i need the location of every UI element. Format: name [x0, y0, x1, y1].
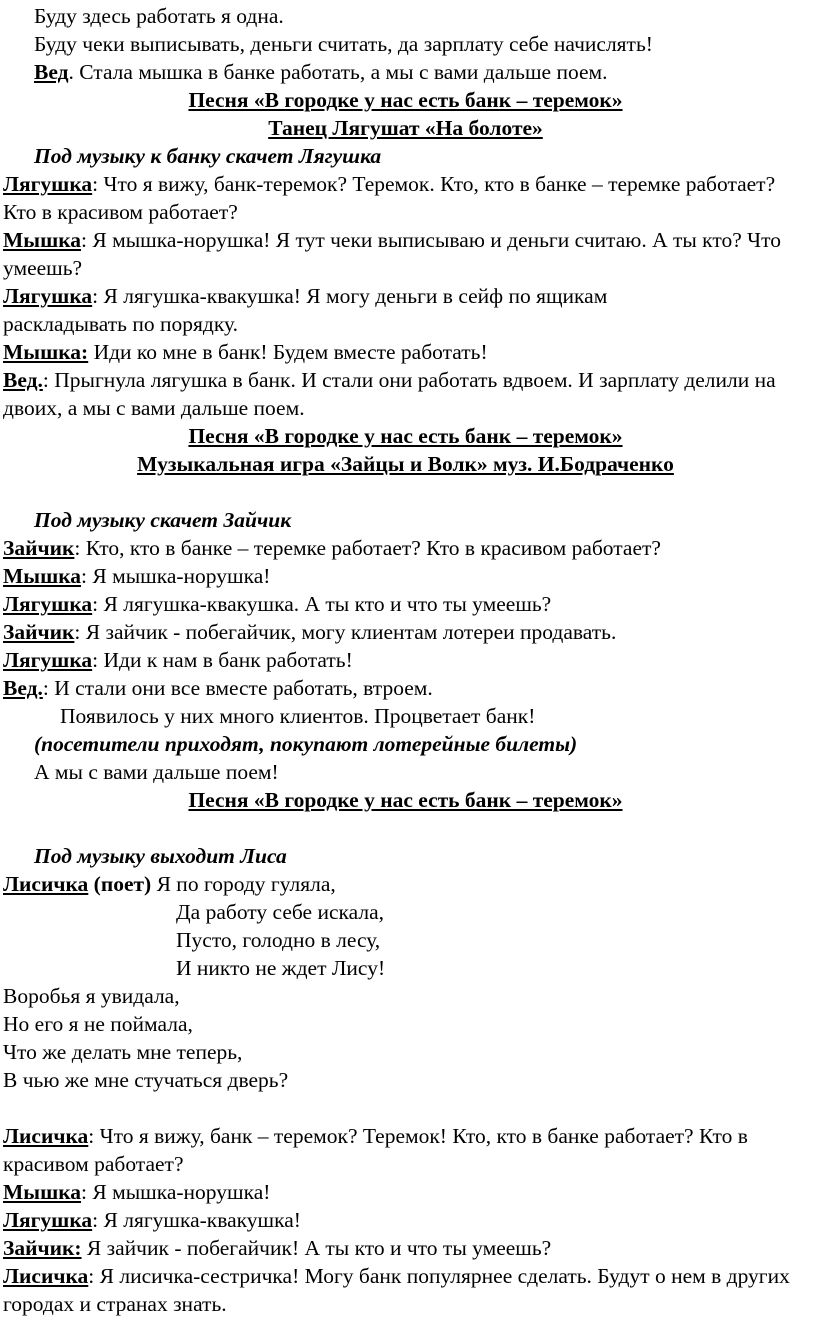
- speaker-name: Лягушка: [3, 648, 93, 672]
- line-text: Пусто, голодно в лесу,: [176, 928, 381, 952]
- speaker-separator: :: [42, 676, 49, 700]
- speaker-separator: :: [81, 564, 88, 588]
- blank-line: [3, 1094, 808, 1122]
- speech-line: [3, 170, 803, 226]
- blank-line: [3, 478, 808, 506]
- speaker-name: Мышка: [3, 564, 82, 588]
- line-text: Буду чеки выписывать, деньги считать, да зарплату себе начислять!: [34, 32, 653, 56]
- speaker-separator: :: [42, 368, 49, 392]
- speech-text: Иди ко мне в банк! Будем вместе работать!: [88, 340, 488, 364]
- verse-line: [3, 898, 808, 926]
- heading-text: Танец Лягушат «На болоте»: [268, 116, 543, 140]
- speaker-name: Вед: [34, 60, 69, 84]
- speaker-name: Зайчик: [3, 536, 75, 560]
- verse-line: [3, 982, 808, 1010]
- speech-line: [3, 226, 803, 282]
- speaker-note: (поет): [88, 872, 152, 896]
- speaker-separator: :: [92, 648, 99, 672]
- stage-text: Под музыку к банку скачет Лягушка: [34, 144, 382, 168]
- verse-line: [3, 1010, 808, 1038]
- speech-line: [3, 282, 723, 338]
- blank-line: [3, 814, 808, 842]
- section-heading: [3, 786, 808, 814]
- line-text: Но его я не поймала,: [3, 1012, 193, 1036]
- speech-line: [3, 58, 808, 86]
- line-text: А мы с вами дальше поем!: [34, 760, 279, 784]
- speech-line: [3, 674, 808, 702]
- speech-text: Я мышка-норушка!: [87, 564, 271, 588]
- speaker-name: Лисичка: [3, 872, 89, 896]
- speaker-separator: :: [88, 1124, 95, 1148]
- speaker-separator: :: [81, 1180, 88, 1204]
- stage-direction: [3, 730, 808, 758]
- stage-direction: [3, 506, 808, 534]
- speaker-name: Лисичка: [3, 1124, 89, 1148]
- section-heading: [3, 86, 808, 114]
- line-text: Буду здесь работать я одна.: [34, 4, 284, 28]
- speech-line: [3, 1262, 803, 1318]
- speech-text: Кто, кто в банке – теремке работает? Кто в красивом работает?: [80, 536, 661, 560]
- speech-line: [3, 534, 808, 562]
- song-line: [3, 870, 808, 898]
- speech-text: Что я вижу, банк – теремок? Теремок! Кто, кто в банке работает? Кто в красивом работает?: [3, 1124, 748, 1176]
- section-heading: [3, 450, 808, 478]
- heading-text: Песня «В городке у нас есть банк – теремок»: [188, 788, 623, 812]
- line-text: В чью же мне стучаться дверь?: [3, 1068, 289, 1092]
- speaker-separator: :: [81, 228, 88, 252]
- section-heading: [3, 422, 808, 450]
- speaker-separator: :: [92, 284, 99, 308]
- speaker-name: Лягушка: [3, 172, 93, 196]
- verse-line: [3, 954, 808, 982]
- verse-line: [3, 1066, 808, 1094]
- speaker-name: Зайчик: [3, 620, 75, 644]
- speaker-name: Мышка:: [3, 340, 89, 364]
- speech-text: Я мышка-норушка!: [87, 1180, 271, 1204]
- speaker-name: Мышка: [3, 228, 82, 252]
- heading-text: Музыкальная игра «Зайцы и Волк» муз. И.Бодраченко: [137, 452, 674, 476]
- speaker-separator: :: [74, 620, 81, 644]
- stage-text: (посетители приходят, покупают лотерейные билеты): [34, 732, 578, 756]
- text-line: [3, 30, 808, 58]
- speech-text: Стала мышка в банке работать, а мы с вами дальше поем.: [73, 60, 608, 84]
- stage-text: Под музыку выходит Лиса: [34, 844, 287, 868]
- verse-line: [3, 1038, 808, 1066]
- speech-line: [3, 646, 808, 674]
- speech-text: Я мышка-норушка! Я тут чеки выписываю и деньги считаю. А ты кто? Что умеешь?: [3, 228, 781, 280]
- speech-line: [3, 1206, 808, 1234]
- line-text: Воробья я увидала,: [3, 984, 180, 1008]
- heading-text: Песня «В городке у нас есть банк – теремок»: [188, 88, 623, 112]
- speech-text: Что я вижу, банк-теремок? Теремок. Кто, кто в банке – теремке работает? Кто в красивом работает?: [3, 172, 776, 224]
- speech-text: Я лисичка-сестричка! Могу банк популярнее сделать. Будут о нем в других городах и странах знать.: [3, 1264, 790, 1316]
- speech-line: [3, 562, 808, 590]
- line-text: Появилось у них много клиентов. Процветает банк!: [60, 704, 536, 728]
- speech-text: Прыгнула лягушка в банк. И стали они работать вдвоем. И зарплату делили на двоих, а мы с вами дальше поем.: [3, 368, 776, 420]
- stage-direction: [3, 142, 808, 170]
- text-line: [3, 758, 808, 786]
- line-text: И никто не ждет Лису!: [176, 956, 386, 980]
- speaker-separator: :: [92, 172, 99, 196]
- speech-text: Я зайчик - побегайчик! А ты кто и что ты умеешь?: [81, 1236, 552, 1260]
- speaker-separator: :: [88, 1264, 95, 1288]
- speaker-name: Лягушка: [3, 1208, 93, 1232]
- speaker-separator: .: [68, 60, 74, 84]
- speaker-name: Мышка: [3, 1180, 82, 1204]
- speech-text: Я лягушка-квакушка. А ты кто и что ты умеешь?: [98, 592, 552, 616]
- speech-line: [3, 590, 808, 618]
- speaker-separator: :: [92, 1208, 99, 1232]
- speaker-name: Лисичка: [3, 1264, 89, 1288]
- song-text: Я по городу гуляла,: [151, 872, 336, 896]
- speech-line: [3, 1234, 808, 1262]
- speech-text: Иди к нам в банк работать!: [98, 648, 353, 672]
- stage-text: Под музыку скачет Зайчик: [34, 508, 292, 532]
- speaker-name: Лягушка: [3, 592, 93, 616]
- speech-text: И стали они все вместе работать, втроем.: [48, 676, 433, 700]
- speech-line: [3, 338, 808, 366]
- speech-line: [3, 1122, 803, 1178]
- speaker-name: Зайчик:: [3, 1236, 82, 1260]
- speaker-separator: :: [74, 536, 81, 560]
- text-line: [3, 702, 808, 730]
- speech-text: Я лягушка-квакушка!: [98, 1208, 301, 1232]
- speech-text: Я зайчик - побегайчик, могу клиентам лотереи продавать.: [80, 620, 617, 644]
- section-heading: [3, 114, 808, 142]
- speaker-name: Лягушка: [3, 284, 93, 308]
- speech-line: [3, 1178, 808, 1206]
- speech-line: [3, 366, 808, 422]
- line-text: Да работу себе искала,: [176, 900, 384, 924]
- speaker-name: Вед.: [3, 676, 43, 700]
- line-text: Что же делать мне теперь,: [3, 1040, 243, 1064]
- heading-text: Песня «В городке у нас есть банк – теремок»: [188, 424, 623, 448]
- text-line: [3, 2, 808, 30]
- speaker-separator: :: [92, 592, 99, 616]
- speaker-name: Вед.: [3, 368, 43, 392]
- speech-text: Я лягушка-квакушка! Я могу деньги в сейф по ящикам раскладывать по порядку.: [3, 284, 608, 336]
- stage-direction: [3, 842, 808, 870]
- verse-line: [3, 926, 808, 954]
- speech-line: [3, 618, 808, 646]
